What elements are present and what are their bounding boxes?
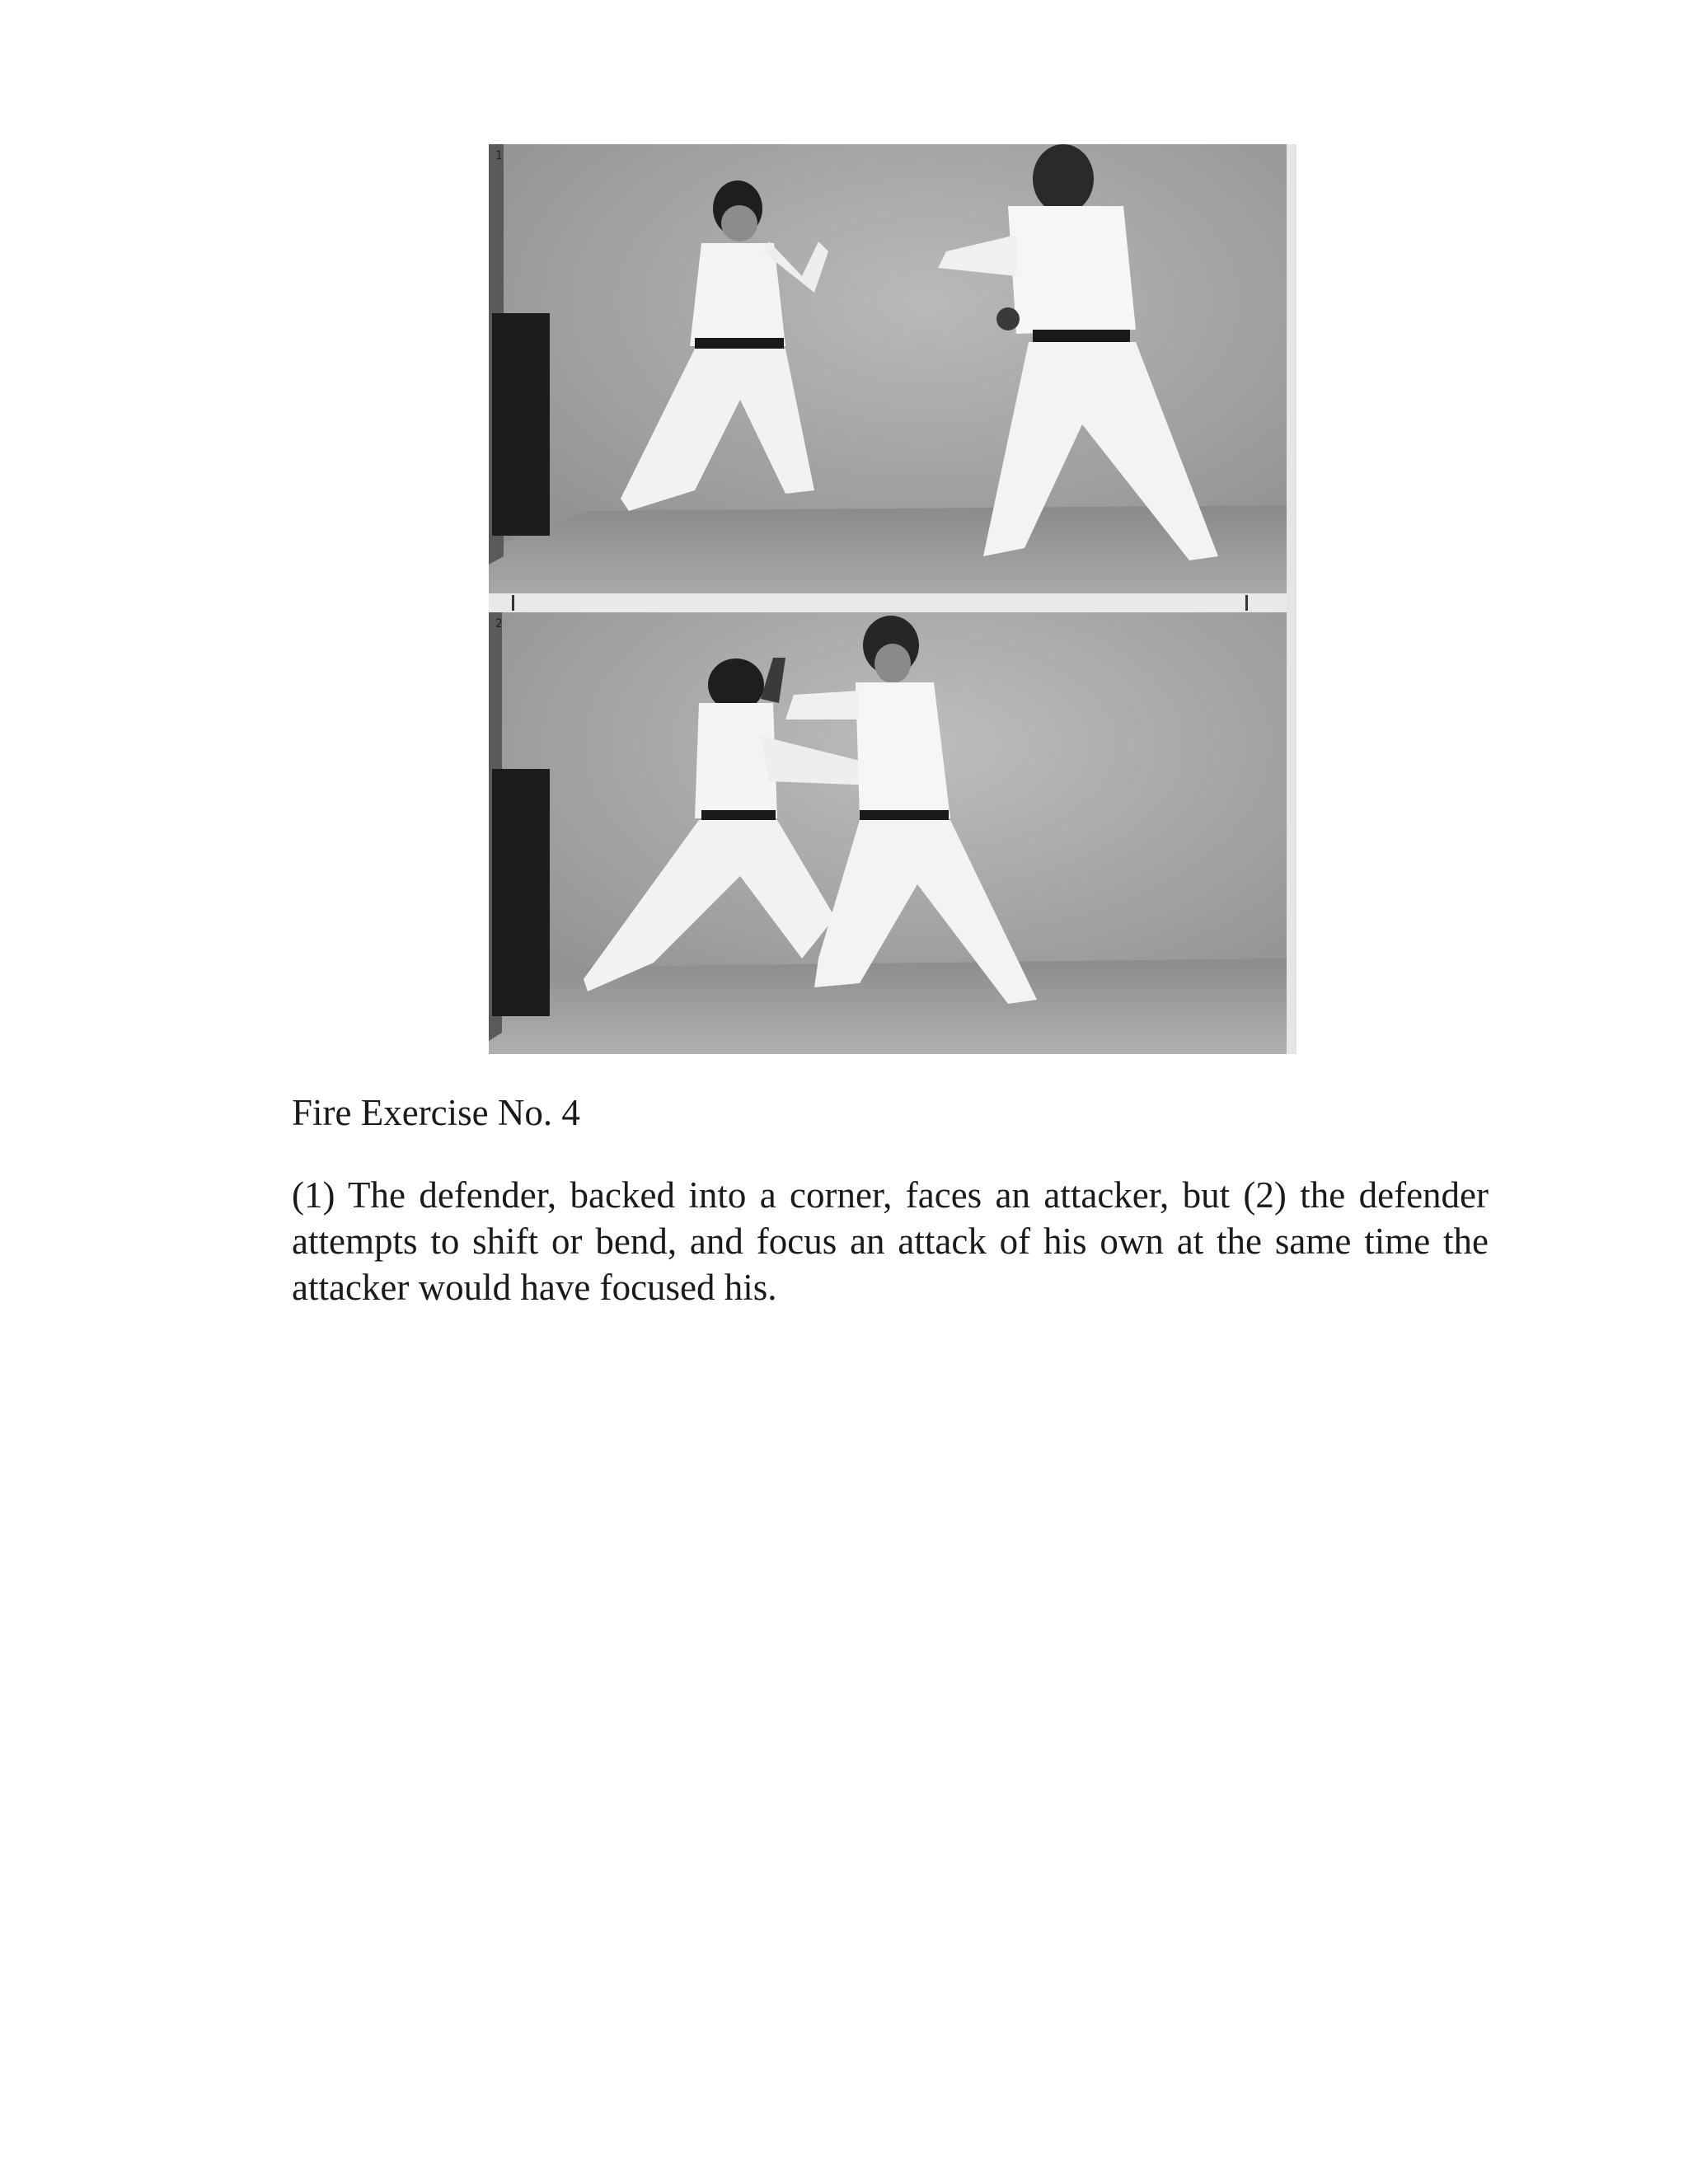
photo-panel-2	[489, 612, 1287, 1054]
photo-panel-2-image	[489, 612, 1287, 1054]
caption-body: (1) The defender, backed into a corner, faces an attacker, but (2) the defender attempts to shift or bend, and focus an attack of his own at the same time the attacker would have focused his.	[292, 1174, 1489, 1308]
karate-photo-figure	[489, 144, 1296, 1054]
divider-tick-left	[512, 595, 514, 611]
panel-divider	[489, 593, 1296, 612]
panel-number-2: 2	[495, 617, 503, 630]
photo-panel-1-image	[489, 144, 1287, 593]
divider-tick-right	[1245, 595, 1248, 611]
panel-number-1: 1	[495, 149, 503, 162]
photo-panel-1	[489, 144, 1287, 593]
photo-right-margin	[1287, 144, 1296, 1054]
caption-title: Fire Exercise No. 4	[292, 1092, 580, 1133]
